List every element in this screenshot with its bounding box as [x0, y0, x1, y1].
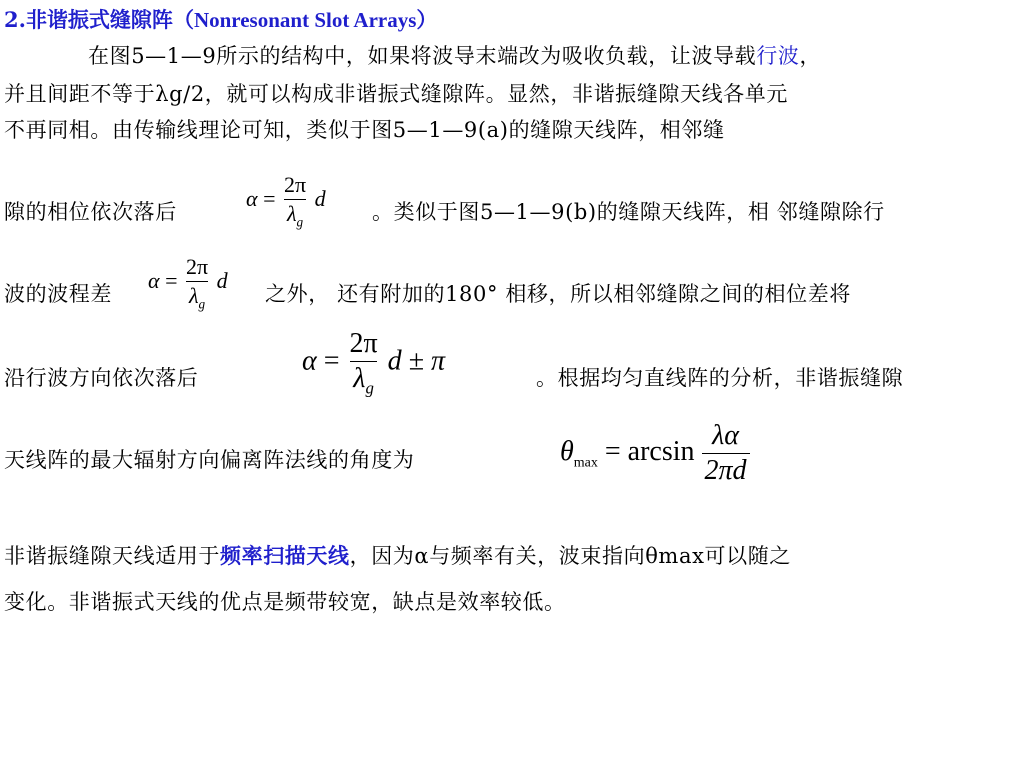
equation-alpha-2: α = $\frac{2\pi}{\lambda_g}$ d [148, 254, 228, 312]
para2-line2: 变化。非谐振式天线的优点是频带较宽，缺点是效率较低。 [4, 590, 566, 614]
equation-alpha-1: α = $\frac{2\pi}{\lambda_g}$ d [246, 172, 326, 230]
para1-line6-pre: 沿行波方向依次落后 [4, 366, 199, 390]
traveling-wave-term: 行波 [756, 44, 800, 68]
frequency-scanning-antenna-term: 频率扫描天线 [220, 543, 350, 568]
section-title: 2.非谐振式缝隙阵（Nonresonant Slot Arrays） [4, 7, 438, 32]
section-title-cn: 非谐振式缝隙阵 [25, 7, 173, 32]
para1-line5-post: 之外， 还有附加的180° 相移，所以相邻缝隙之间的相位差将 [265, 282, 851, 306]
para1-line2: 并且间距不等于λg/2，就可以构成非谐振式缝隙阵。显然，非谐振缝隙天线各单元 [4, 82, 788, 106]
para2-line1: 非谐振缝隙天线适用于频率扫描天线，因为α与频率有关，波束指向θmax可以随之 [4, 543, 791, 568]
para1-line6-post: 。根据均匀直线阵的分析，非谐振缝隙 [536, 366, 904, 390]
para1-line4-pre: 隙的相位依次落后 [4, 200, 177, 224]
para1-line7-pre: 天线阵的最大辐射方向偏离阵法线的角度为 [4, 448, 415, 472]
equation-alpha-3: α = $\frac{2\pi}{\lambda_g}$ d ± π [302, 328, 446, 398]
section-number: 2. [4, 7, 26, 32]
para1-line5-pre: 波的波程差 [4, 282, 112, 306]
section-title-en: Nonresonant Slot Arrays [193, 8, 417, 32]
para1-line3: 不再同相。由传输线理论可知，类似于图5—1—9(a)的缝隙天线阵，相邻缝 [4, 118, 725, 142]
equation-theta-max: $\theta_{max} = \arcsin$ $\frac{\lambda\alpha}{2\pi d}$ [560, 420, 750, 487]
para1-line4-post: 。类似于图5—1—9(b)的缝隙天线阵，相 邻缝隙除行 [372, 200, 885, 224]
para1-line1: 在图5—1—9所示的结构中，如果将波导末端改为吸收负载，让波导载行波， [88, 44, 822, 68]
